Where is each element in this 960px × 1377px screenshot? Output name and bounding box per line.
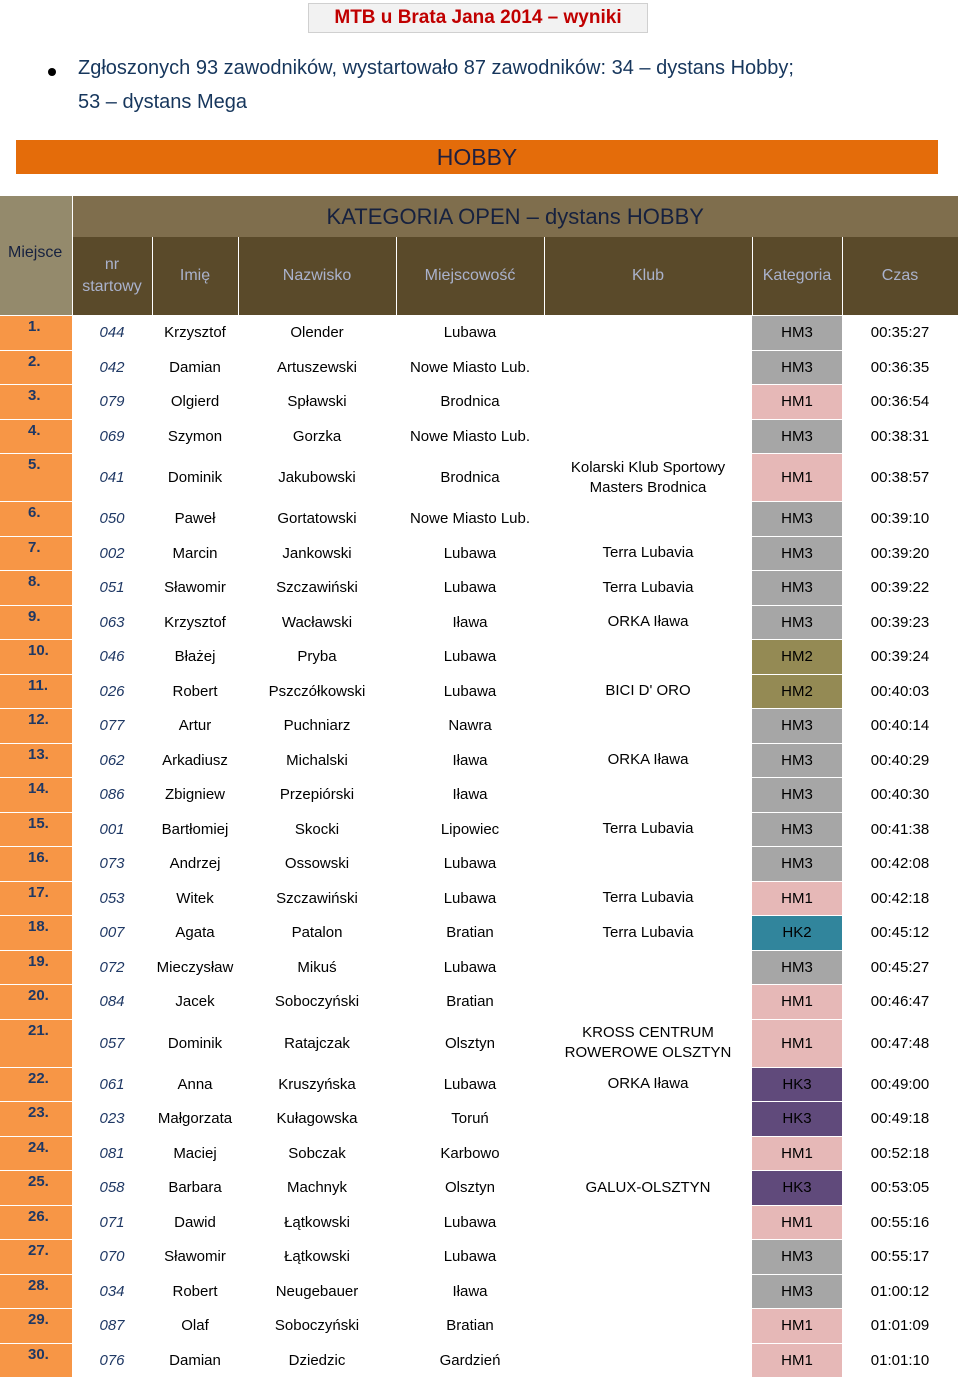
position-cell: 14. [0,778,72,813]
position-cell: 20. [0,985,72,1020]
first-name-cell: Szymon [152,419,238,454]
position-cell: 6. [0,502,72,537]
club-cell [544,502,752,537]
time-cell: 01:00:12 [842,1274,958,1309]
city-cell: Gardzień [396,1343,544,1377]
time-cell: 00:49:18 [842,1102,958,1137]
table-row [0,1309,958,1344]
last-name-cell: Artuszewski [238,350,396,385]
header-miejsce: Miejsce [0,196,72,316]
last-name-cell: Sobczak [238,1136,396,1171]
club-cell: BICI D' ORO [544,674,752,709]
city-cell: Olsztyn [396,1019,544,1067]
last-name-cell: Soboczyński [238,1309,396,1344]
position-cell: 3. [0,385,72,420]
last-name-cell: Olender [238,316,396,351]
time-cell: 00:40:14 [842,709,958,744]
club-cell [544,419,752,454]
table-row [0,350,958,385]
club-cell [544,847,752,882]
first-name-cell: Marcin [152,536,238,571]
last-name-cell: Jankowski [238,536,396,571]
last-name-cell: Gortatowski [238,502,396,537]
category-badge: HM3 [752,743,842,778]
first-name-cell: Damian [152,350,238,385]
start-number-cell: 061 [72,1067,152,1102]
position-cell: 11. [0,674,72,709]
category-badge: HM3 [752,350,842,385]
club-cell [544,640,752,675]
position-cell: 28. [0,1274,72,1309]
table-row [0,916,958,951]
club-cell: Terra Lubavia [544,812,752,847]
city-cell: Lubawa [396,316,544,351]
first-name-cell: Krzysztof [152,316,238,351]
time-cell: 00:38:31 [842,419,958,454]
table-row [0,778,958,813]
first-name-cell: Anna [152,1067,238,1102]
table-row [0,985,958,1020]
position-cell: 17. [0,881,72,916]
time-cell: 00:42:18 [842,881,958,916]
position-cell: 24. [0,1136,72,1171]
table-row [0,316,958,351]
time-cell: 00:53:05 [842,1171,958,1206]
category-badge: HM1 [752,1136,842,1171]
category-badge: HM3 [752,605,842,640]
category-badge: HM3 [752,709,842,744]
header-miejscowosc: Miejscowość [396,237,544,316]
category-badge: HM2 [752,674,842,709]
city-cell: Lubawa [396,950,544,985]
city-cell: Karbowo [396,1136,544,1171]
start-number-cell: 041 [72,454,152,502]
last-name-cell: Pryba [238,640,396,675]
first-name-cell: Paweł [152,502,238,537]
club-cell: ORKA Iława [544,1067,752,1102]
start-number-cell: 071 [72,1205,152,1240]
category-badge: HM1 [752,881,842,916]
club-cell: Terra Lubavia [544,881,752,916]
header-nazwisko: Nazwisko [238,237,396,316]
table-row [0,881,958,916]
position-cell: 29. [0,1309,72,1344]
table-row [0,847,958,882]
start-number-cell: 057 [72,1019,152,1067]
header-nr-line1: nr [105,256,119,273]
table-row [0,1136,958,1171]
city-cell: Lubawa [396,1240,544,1275]
last-name-cell: Skocki [238,812,396,847]
last-name-cell: Wacławski [238,605,396,640]
time-cell: 00:38:57 [842,454,958,502]
city-cell: Iława [396,743,544,778]
position-cell: 9. [0,605,72,640]
city-cell: Lubawa [396,640,544,675]
last-name-cell: Szczawiński [238,881,396,916]
start-number-cell: 001 [72,812,152,847]
start-number-cell: 070 [72,1240,152,1275]
city-cell: Lubawa [396,881,544,916]
city-cell: Nowe Miasto Lub. [396,350,544,385]
first-name-cell: Robert [152,674,238,709]
start-number-cell: 044 [72,316,152,351]
start-number-cell: 086 [72,778,152,813]
position-cell: 15. [0,812,72,847]
city-cell: Bratian [396,1309,544,1344]
club-cell [544,316,752,351]
city-cell: Olsztyn [396,1171,544,1206]
results-body [0,316,958,1377]
club-cell: Terra Lubavia [544,536,752,571]
position-cell: 21. [0,1019,72,1067]
club-cell [544,1240,752,1275]
first-name-cell: Dominik [152,454,238,502]
results-table [0,196,959,1377]
time-cell: 00:49:00 [842,1067,958,1102]
category-badge: HM1 [752,454,842,502]
bullet-icon [48,68,56,76]
time-cell: 00:39:22 [842,571,958,606]
club-line-1: Kolarski Klub Sportowy [571,459,725,476]
table-row [0,1019,958,1067]
first-name-cell: Barbara [152,1171,238,1206]
club-cell [544,350,752,385]
club-cell: Terra Lubavia [544,571,752,606]
last-name-cell: Pszczółkowski [238,674,396,709]
category-badge: HM1 [752,1019,842,1067]
time-cell: 00:55:16 [842,1205,958,1240]
header-imie: Imię [152,237,238,316]
table-row [0,571,958,606]
last-name-cell: Szczawiński [238,571,396,606]
time-cell: 00:40:30 [842,778,958,813]
position-cell: 4. [0,419,72,454]
last-name-cell: Łątkowski [238,1240,396,1275]
club-cell [544,1309,752,1344]
start-number-cell: 069 [72,419,152,454]
city-cell: Nawra [396,709,544,744]
club-cell [544,454,752,502]
header-nr-startowy [72,237,152,316]
first-name-cell: Sławomir [152,1240,238,1275]
position-cell: 10. [0,640,72,675]
category-badge: HM3 [752,950,842,985]
last-name-cell: Przepiórski [238,778,396,813]
start-number-cell: 081 [72,1136,152,1171]
last-name-cell: Neugebauer [238,1274,396,1309]
category-badge: HM1 [752,1343,842,1377]
first-name-cell: Mieczysław [152,950,238,985]
table-row [0,536,958,571]
position-cell: 27. [0,1240,72,1275]
table-row [0,812,958,847]
header-nr-line2: startowy [82,278,142,295]
club-cell: GALUX-OLSZTYN [544,1171,752,1206]
category-badge: HM3 [752,571,842,606]
start-number-cell: 079 [72,385,152,420]
category-badge: HM3 [752,812,842,847]
time-cell: 00:40:29 [842,743,958,778]
start-number-cell: 034 [72,1274,152,1309]
table-row [0,674,958,709]
time-cell: 00:45:27 [842,950,958,985]
table-row [0,419,958,454]
table-row [0,1171,958,1206]
first-name-cell: Krzysztof [152,605,238,640]
time-cell: 00:45:12 [842,916,958,951]
category-badge: HM3 [752,419,842,454]
table-row [0,454,958,502]
time-cell: 00:46:47 [842,985,958,1020]
time-cell: 00:39:20 [842,536,958,571]
category-badge: HM1 [752,1205,842,1240]
last-name-cell: Gorzka [238,419,396,454]
first-name-cell: Maciej [152,1136,238,1171]
club-line-2: Masters Brodnica [590,479,707,496]
category-badge: HM1 [752,385,842,420]
position-cell: 8. [0,571,72,606]
position-cell: 7. [0,536,72,571]
table-row [0,1067,958,1102]
summary-line-1: Zgłoszonych 93 zawodników, wystartowało 87 zawodników: 34 – dystans Hobby; [78,57,794,80]
table-row [0,1240,958,1275]
city-cell: Toruń [396,1102,544,1137]
last-name-cell: Kułagowska [238,1102,396,1137]
category-badge: HM3 [752,847,842,882]
category-badge: HM3 [752,778,842,813]
section-header: HOBBY [16,140,938,174]
time-cell: 00:39:10 [842,502,958,537]
city-cell: Brodnica [396,454,544,502]
time-cell: 00:36:35 [842,350,958,385]
club-cell [544,1343,752,1377]
start-number-cell: 087 [72,1309,152,1344]
first-name-cell: Agata [152,916,238,951]
table-row [0,1343,958,1377]
category-title: KATEGORIA OPEN – dystans HOBBY [72,196,958,237]
club-cell: Terra Lubavia [544,916,752,951]
start-number-cell: 063 [72,605,152,640]
category-badge: HK3 [752,1067,842,1102]
first-name-cell: Błażej [152,640,238,675]
city-cell: Lubawa [396,847,544,882]
first-name-cell: Dominik [152,1019,238,1067]
city-cell: Lubawa [396,1067,544,1102]
city-cell: Iława [396,605,544,640]
city-cell: Lubawa [396,1205,544,1240]
position-cell: 1. [0,316,72,351]
position-cell: 12. [0,709,72,744]
start-number-cell: 051 [72,571,152,606]
first-name-cell: Zbigniew [152,778,238,813]
city-cell: Lipowiec [396,812,544,847]
header-klub: Klub [544,237,752,316]
time-cell: 00:36:54 [842,385,958,420]
category-badge: HM3 [752,1274,842,1309]
last-name-cell: Patalon [238,916,396,951]
club-cell [544,1019,752,1067]
category-badge: HK3 [752,1102,842,1137]
city-cell: Bratian [396,916,544,951]
first-name-cell: Robert [152,1274,238,1309]
club-cell [544,709,752,744]
last-name-cell: Ratajczak [238,1019,396,1067]
first-name-cell: Olaf [152,1309,238,1344]
last-name-cell: Kruszyńska [238,1067,396,1102]
time-cell: 00:39:24 [842,640,958,675]
start-number-cell: 023 [72,1102,152,1137]
first-name-cell: Dawid [152,1205,238,1240]
table-row [0,1102,958,1137]
time-cell: 00:41:38 [842,812,958,847]
city-cell: Lubawa [396,571,544,606]
start-number-cell: 053 [72,881,152,916]
category-badge: HM3 [752,1240,842,1275]
city-cell: Lubawa [396,674,544,709]
first-name-cell: Damian [152,1343,238,1377]
category-badge: HM3 [752,502,842,537]
position-cell: 2. [0,350,72,385]
time-cell: 00:35:27 [842,316,958,351]
first-name-cell: Arkadiusz [152,743,238,778]
club-cell [544,1205,752,1240]
category-badge: HM1 [752,1309,842,1344]
table-row [0,1274,958,1309]
last-name-cell: Mikuś [238,950,396,985]
table-row [0,385,958,420]
header-kategoria: Kategoria [752,237,842,316]
position-cell: 22. [0,1067,72,1102]
city-cell: Iława [396,1274,544,1309]
city-cell: Nowe Miasto Lub. [396,419,544,454]
table-row [0,709,958,744]
time-cell: 01:01:09 [842,1309,958,1344]
table-row [0,950,958,985]
table-row [0,1205,958,1240]
start-number-cell: 007 [72,916,152,951]
start-number-cell: 077 [72,709,152,744]
club-line-1: KROSS CENTRUM [582,1024,714,1041]
start-number-cell: 073 [72,847,152,882]
time-cell: 00:42:08 [842,847,958,882]
time-cell: 00:39:23 [842,605,958,640]
category-badge: HM3 [752,316,842,351]
table-row [0,605,958,640]
city-cell: Brodnica [396,385,544,420]
first-name-cell: Witek [152,881,238,916]
page-title: MTB u Brata Jana 2014 – wyniki [308,3,648,33]
city-cell: Lubawa [396,536,544,571]
club-cell [544,1136,752,1171]
time-cell: 00:52:18 [842,1136,958,1171]
position-cell: 26. [0,1205,72,1240]
club-cell: ORKA Iława [544,743,752,778]
position-cell: 19. [0,950,72,985]
city-cell: Iława [396,778,544,813]
time-cell: 00:47:48 [842,1019,958,1067]
last-name-cell: Soboczyński [238,985,396,1020]
start-number-cell: 050 [72,502,152,537]
first-name-cell: Bartłomiej [152,812,238,847]
position-cell: 16. [0,847,72,882]
last-name-cell: Łątkowski [238,1205,396,1240]
last-name-cell: Michalski [238,743,396,778]
time-cell: 01:01:10 [842,1343,958,1377]
club-cell [544,985,752,1020]
start-number-cell: 058 [72,1171,152,1206]
category-badge: HM2 [752,640,842,675]
table-row [0,743,958,778]
time-cell: 00:40:03 [842,674,958,709]
first-name-cell: Artur [152,709,238,744]
first-name-cell: Jacek [152,985,238,1020]
club-cell [544,950,752,985]
start-number-cell: 042 [72,350,152,385]
start-number-cell: 002 [72,536,152,571]
category-badge: HM3 [752,536,842,571]
last-name-cell: Spławski [238,385,396,420]
start-number-cell: 026 [72,674,152,709]
position-cell: 30. [0,1343,72,1377]
start-number-cell: 062 [72,743,152,778]
category-badge: HK3 [752,1171,842,1206]
club-cell [544,778,752,813]
start-number-cell: 084 [72,985,152,1020]
summary-line-2: 53 – dystans Mega [78,91,247,114]
start-number-cell: 072 [72,950,152,985]
club-cell [544,1102,752,1137]
position-cell: 25. [0,1171,72,1206]
category-badge: HK2 [752,916,842,951]
last-name-cell: Puchniarz [238,709,396,744]
first-name-cell: Andrzej [152,847,238,882]
position-cell: 13. [0,743,72,778]
first-name-cell: Olgierd [152,385,238,420]
position-cell: 18. [0,916,72,951]
first-name-cell: Małgorzata [152,1102,238,1137]
first-name-cell: Sławomir [152,571,238,606]
club-cell [544,385,752,420]
last-name-cell: Machnyk [238,1171,396,1206]
club-cell: ORKA Iława [544,605,752,640]
table-row [0,640,958,675]
club-line-2: ROWEROWE OLSZTYN [565,1044,732,1061]
position-cell: 23. [0,1102,72,1137]
time-cell: 00:55:17 [842,1240,958,1275]
start-number-cell: 046 [72,640,152,675]
last-name-cell: Ossowski [238,847,396,882]
category-badge: HM1 [752,985,842,1020]
city-cell: Nowe Miasto Lub. [396,502,544,537]
start-number-cell: 076 [72,1343,152,1377]
table-row [0,502,958,537]
header-czas: Czas [842,237,958,316]
position-cell: 5. [0,454,72,502]
last-name-cell: Jakubowski [238,454,396,502]
city-cell: Bratian [396,985,544,1020]
last-name-cell: Dziedzic [238,1343,396,1377]
club-cell [544,1274,752,1309]
